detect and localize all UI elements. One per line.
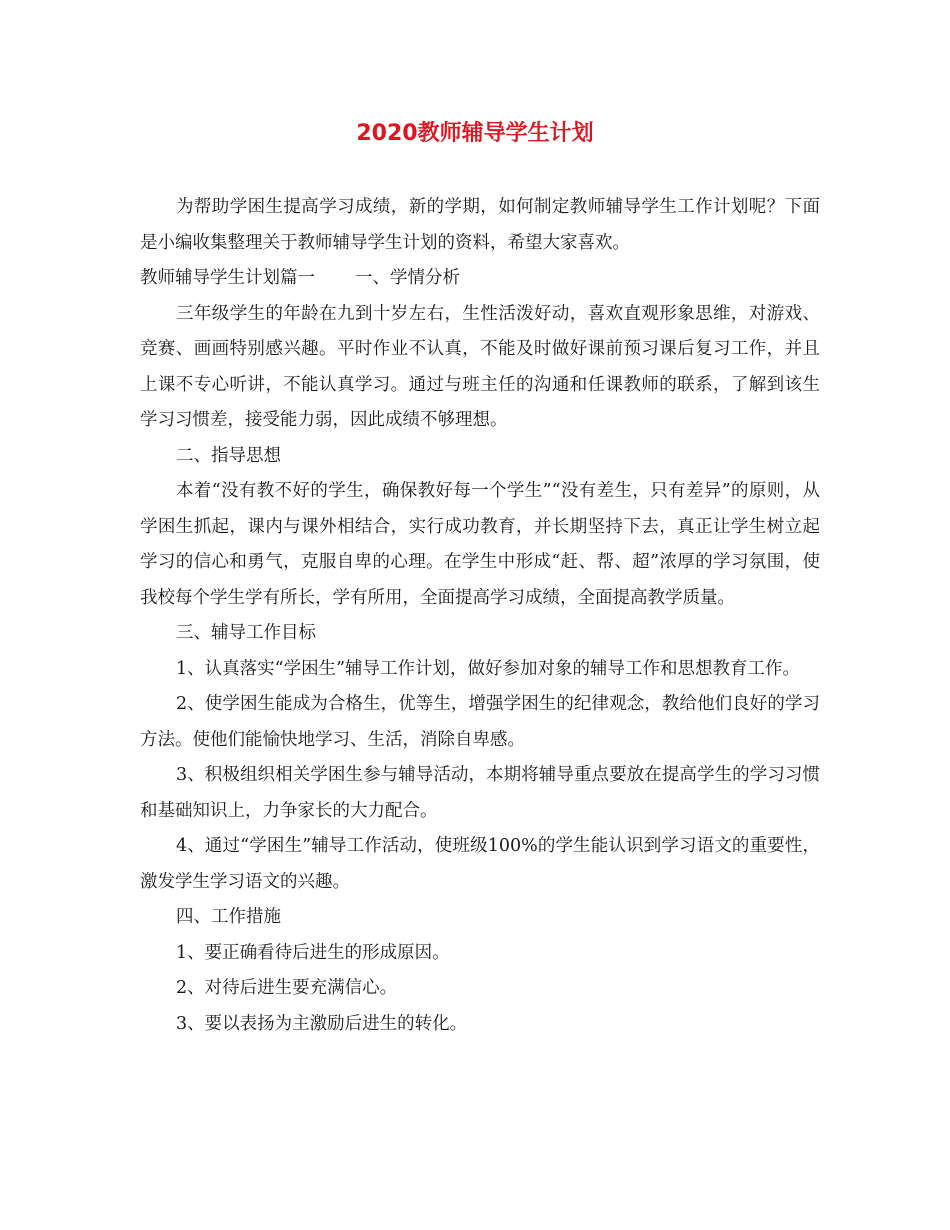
section-heading-4: 四、工作措施 — [176, 907, 281, 927]
article-part-label: 教师辅导学生计划篇一 — [140, 268, 315, 288]
goal-item-2: 2、使学困生能成为合格生，优等生，增强学困生的纪律观念，教给他们良好的学习方法。使他们能愉快地学习、生活，消除自卑感。 — [140, 694, 820, 750]
section-heading-3: 三、辅导工作目标 — [176, 623, 316, 643]
section-heading-2: 二、指导思想 — [176, 445, 281, 466]
paragraph-student-analysis: 三年级学生的年龄在九到十岁左右，生性活泼好动，喜欢直观形象思维，对游戏、竞赛、画画特别感兴趣。平时作业不认真，不能及时做好课前预习课后复习工作，并且上课不专心听讲，不能认真学习。通过与班主任的沟通和任课教师的联系，了解到该生学习习惯差，接受能力弱，因此成绩不够理想。 — [140, 303, 820, 430]
section-heading-1: 一、学情分析 — [355, 268, 460, 288]
document-title: 2020教师辅导学生计划 — [356, 121, 594, 146]
goal-item-3: 3、积极组织相关学困生参与辅导活动，本期将辅导重点要放在提高学生的学习习惯和基础知识上，力争家长的大力配合。 — [140, 765, 820, 821]
measure-item-1: 1、要正确看待后进生的形成原因。 — [176, 942, 450, 963]
section-heading-line — [140, 261, 820, 297]
measure-item-3: 3、要以表扬为主激励后进生的转化。 — [176, 1013, 468, 1034]
goal-item-1: 1、认真落实“学困生”辅导工作计划，做好参加对象的辅导工作和思想教育工作。 — [176, 658, 801, 679]
intro-paragraph: 为帮助学困生提高学习成绩，新的学期，如何制定教师辅导学生工作计划呢？下面是小编收集整理关于教师辅导学生计划的资料，希望大家喜欢。 — [140, 197, 820, 253]
paragraph-guiding-ideas: 本着“没有教不好的学生，确保教好每一个学生”“没有差生，只有差异”的原则，从学困生抓起，课内与课外相结合，实行成功教育，并长期坚持下去，真正让学生树立起学习的信心和勇气，克服自卑的心理。在学生中形成“赶、帮、超”浓厚的学习氛围，使我校每个学生学有所长，学有所用，全面提高学习成绩，全面提高教学质量。 — [140, 481, 820, 608]
document-body — [140, 190, 820, 1042]
measure-item-2: 2、对待后进生要充满信心。 — [176, 978, 398, 998]
goal-item-4: 4、通过“学困生”辅导工作活动，使班级100%的学生能认识到学习语文的重要性，激发学生学习语文的兴趣。 — [140, 836, 820, 892]
